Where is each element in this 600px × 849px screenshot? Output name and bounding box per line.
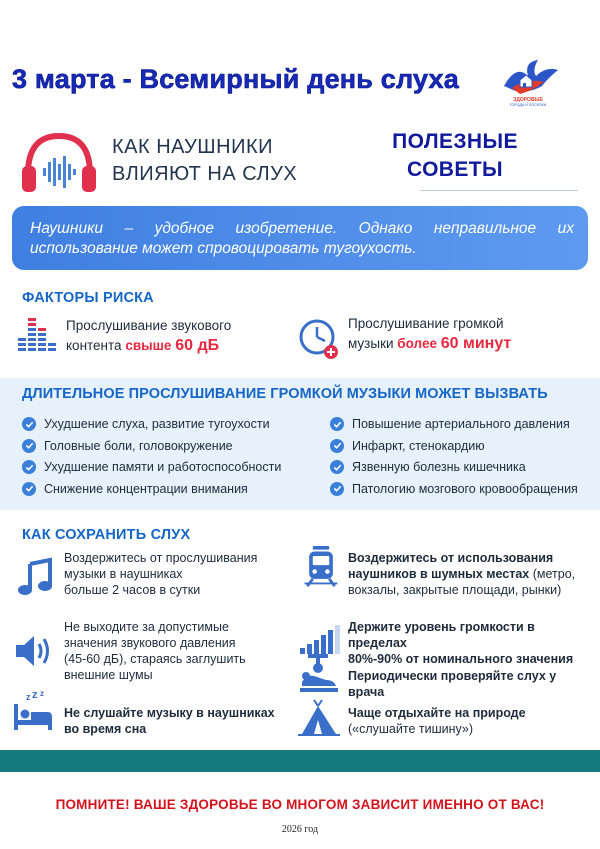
check-icon [330,417,344,431]
risk-item-sound-level [66,316,231,356]
tip-line: Держите уровень громкости в пределах [348,620,535,650]
effect-text: Снижение концентрации внимания [44,481,248,496]
tips-line1: ПОЛЕЗНЫЕ [392,130,518,153]
effect-text: Повышение артериального давления [352,417,570,431]
risk-item-2-highlight: более [397,336,437,351]
tip-no-sleep-music [64,705,294,737]
risk-item-duration [348,314,511,354]
tip-line: Чаще отдыхайте на природе [348,706,526,720]
music-note-icon [16,556,58,598]
tip-doctor-checkup [348,668,593,700]
tip-line: Воздержитесь от использования [348,551,554,565]
check-icon [22,460,36,474]
equalizer-icon [18,314,58,354]
effect-item [330,436,595,456]
intro-banner [12,206,588,270]
tip-sound-pressure [64,619,294,683]
svg-text:ГОРОДА И ПОСЕЛКИ: ГОРОДА И ПОСЕЛКИ [509,103,547,107]
clock-icon [298,318,340,360]
speaker-icon [14,630,56,672]
tip-noisy-places [348,550,593,598]
tent-icon [298,698,340,740]
risk-item-1-line1: Прослушивание звукового [66,318,232,333]
effect-text: Ухудшение памяти и работоспособности [44,460,282,474]
intro-line2: использование может спровоцировать тугоухость. [30,240,417,257]
headline [112,134,297,188]
risk-item-2-line2: музыки [348,336,394,351]
intro-line1: Наушники – удобное изобретение. Однако неправильное их [30,220,574,237]
effects-list-right [330,414,595,499]
tip-line: Не выходите за допустимые [64,620,229,634]
svg-text:z: z [26,692,31,702]
risk-item-1-value: 60 дБ [175,337,220,354]
sleep-icon [12,690,54,732]
tip-nature-rest [348,705,593,737]
effect-item [22,457,322,477]
tip-line: Периодически проверяйте слух у врача [348,669,557,699]
tip-bold-text: наушников в шумных местах [348,567,530,581]
remember-note: ПОМНИТЕ! ВАШЕ ЗДОРОВЬЕ ВО МНОГОМ ЗАВИСИТ ИМЕННО ОТ ВАС! [55,797,545,812]
effects-title: ДЛИТЕЛЬНОЕ ПРОСЛУШИВАНИЕ ГРОМКОЙ МУЗЫКИ МОЖЕТ ВЫЗВАТЬ [22,386,548,402]
check-icon [22,439,36,453]
risk-item-1-highlight: свыше [125,338,172,353]
effect-text: Патологию мозгового кровообращения [352,481,578,496]
doctor-checkup-icon [298,652,340,694]
effect-text: Головные боли, головокружение [44,438,233,453]
check-icon [22,417,36,431]
tip-line: вокзалы, закрытые площади, рынки) [348,583,562,597]
tip-line: Не слушайте музыку в наушниках [64,706,275,720]
effect-text: Язвенную болезнь кишечника [352,460,526,474]
tip-line: (45-60 дБ), стараясь заглушить [64,652,246,666]
tip-limit-duration [64,550,294,598]
save-hearing-title: КАК СОХРАНИТЬ СЛУХ [22,527,191,543]
effect-item [22,414,322,434]
healthy-cities-logo-icon [498,56,562,108]
svg-text:ЗДОРОВЫЕ: ЗДОРОВЫЕ [513,97,543,103]
effects-list-left [22,414,322,499]
headline-line1: КАК НАУШНИКИ [112,136,273,158]
useful-tips-heading [360,128,550,184]
tip-line: Воздержитесь от прослушивания [64,551,258,565]
tip-line: («слушайте тишину») [348,722,474,736]
tip-text: (метро, [529,567,576,581]
risk-factors-title: ФАКТОРЫ РИСКА [22,290,154,306]
tip-line: во время сна [64,722,147,736]
check-icon [330,439,344,453]
risk-item-1-line2: контента [66,338,122,353]
risk-item-2-value: 60 минут [440,335,512,352]
footer-bar [0,750,600,772]
effect-item [22,479,322,499]
effect-item [22,436,322,456]
year-label: 2026 год [281,824,319,835]
risk-item-2-line1: Прослушивание громкой [348,316,504,331]
effect-text: Ухудшение слуха, развитие тугоухости [44,417,270,431]
tip-line: 80%-90% от номинального значения [348,652,574,666]
headphones-icon [18,128,100,198]
divider [420,190,578,191]
effect-text: Инфаркт, стенокардию [352,438,485,453]
tip-line: музыки в наушниках [64,567,183,581]
tip-line: больше 2 часов в сутки [64,583,201,597]
svg-text:z: z [40,690,44,698]
effect-item [330,414,595,434]
effect-item [330,457,595,477]
tips-line2: СОВЕТЫ [407,158,503,181]
check-icon [330,460,344,474]
check-icon [22,482,36,496]
tip-line: значения звукового давления [64,636,236,650]
page-title: 3 марта - Всемирный день слуха [12,64,459,94]
headline-line2: ВЛИЯЮТ НА СЛУХ [112,163,298,185]
tip-volume-level [348,619,593,667]
svg-text:z: z [32,690,38,701]
effect-item [330,479,595,499]
train-icon [300,546,342,588]
check-icon [330,482,344,496]
tip-line: внешние шумы [64,668,153,682]
